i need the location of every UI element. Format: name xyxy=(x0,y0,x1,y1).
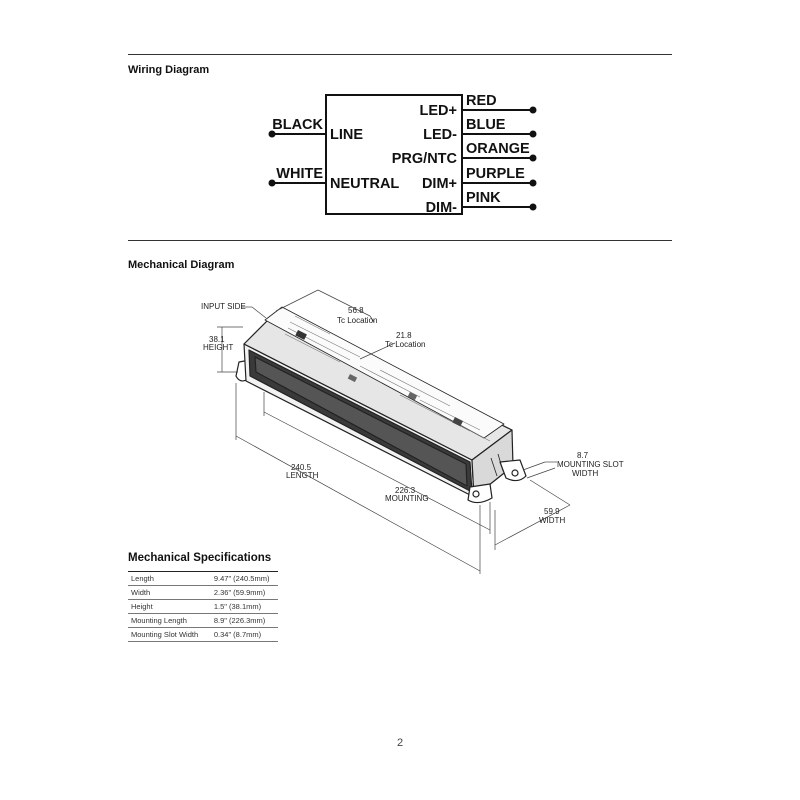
tc-location-1-label: Tc Location xyxy=(337,316,378,325)
wiring-diagram-title: Wiring Diagram xyxy=(128,64,210,76)
length-value: 240.5 xyxy=(291,463,312,472)
spec-name: Height xyxy=(128,600,208,614)
mechanical-specifications-table xyxy=(128,571,278,642)
width-label: WIDTH xyxy=(539,516,566,525)
input-side-label: INPUT SIDE xyxy=(201,302,246,311)
wire-black-label: BLACK xyxy=(272,117,323,133)
wire-orange-label: ORANGE xyxy=(466,141,530,157)
mechanical-diagram-title: Mechanical Diagram xyxy=(128,259,235,271)
terminal-dim-plus-label: DIM+ xyxy=(421,176,457,192)
table-row xyxy=(128,614,278,628)
spec-value: 1.5" (38.1mm) xyxy=(208,600,278,614)
spec-name: Mounting Slot Width xyxy=(128,628,208,642)
table-row xyxy=(128,586,278,600)
table-row xyxy=(128,572,278,586)
slot-width-label-2: WIDTH xyxy=(572,469,599,478)
width-value: 59.9 xyxy=(544,507,560,516)
table-row xyxy=(128,628,278,642)
terminal-dim-minus-label: DIM- xyxy=(425,200,457,216)
slot-width-value: 8.7 xyxy=(577,451,589,460)
terminal-neutral-label: NEUTRAL xyxy=(330,176,400,192)
tc-location-2-label: Tc Location xyxy=(385,340,426,349)
terminal-led-minus-label: LED- xyxy=(423,127,457,143)
length-label: LENGTH xyxy=(286,471,319,480)
height-label: HEIGHT xyxy=(203,343,234,352)
height-value: 38.1 xyxy=(209,335,225,344)
wire-purple-label: PURPLE xyxy=(466,166,525,182)
mechanical-specifications-title: Mechanical Specifications xyxy=(128,552,272,564)
spec-value: 8.9" (226.3mm) xyxy=(208,614,278,628)
tc-location-1-value: 56.8 xyxy=(348,306,364,315)
wire-pink-label: PINK xyxy=(466,190,501,206)
page-number: 2 xyxy=(396,737,404,749)
terminal-line-label: LINE xyxy=(330,127,364,143)
slot-width-label-1: MOUNTING SLOT xyxy=(557,460,624,469)
table-row xyxy=(128,600,278,614)
spec-value: 0.34" (8.7mm) xyxy=(208,628,278,642)
spec-name: Width xyxy=(128,586,208,600)
mounting-value: 226.3 xyxy=(395,486,416,495)
spec-value: 9.47" (240.5mm) xyxy=(208,572,278,586)
wire-blue-label: BLUE xyxy=(466,117,506,133)
wire-red-label: RED xyxy=(466,93,497,109)
terminal-led-plus-label: LED+ xyxy=(419,103,457,119)
tc-location-2-value: 21.8 xyxy=(396,331,412,340)
mounting-label: MOUNTING xyxy=(385,494,429,503)
spec-name: Mounting Length xyxy=(128,614,208,628)
spec-name: Length xyxy=(128,572,208,586)
spec-value: 2.36" (59.9mm) xyxy=(208,586,278,600)
wire-white-label: WHITE xyxy=(276,166,323,182)
terminal-prg-ntc-label: PRG/NTC xyxy=(391,151,457,167)
